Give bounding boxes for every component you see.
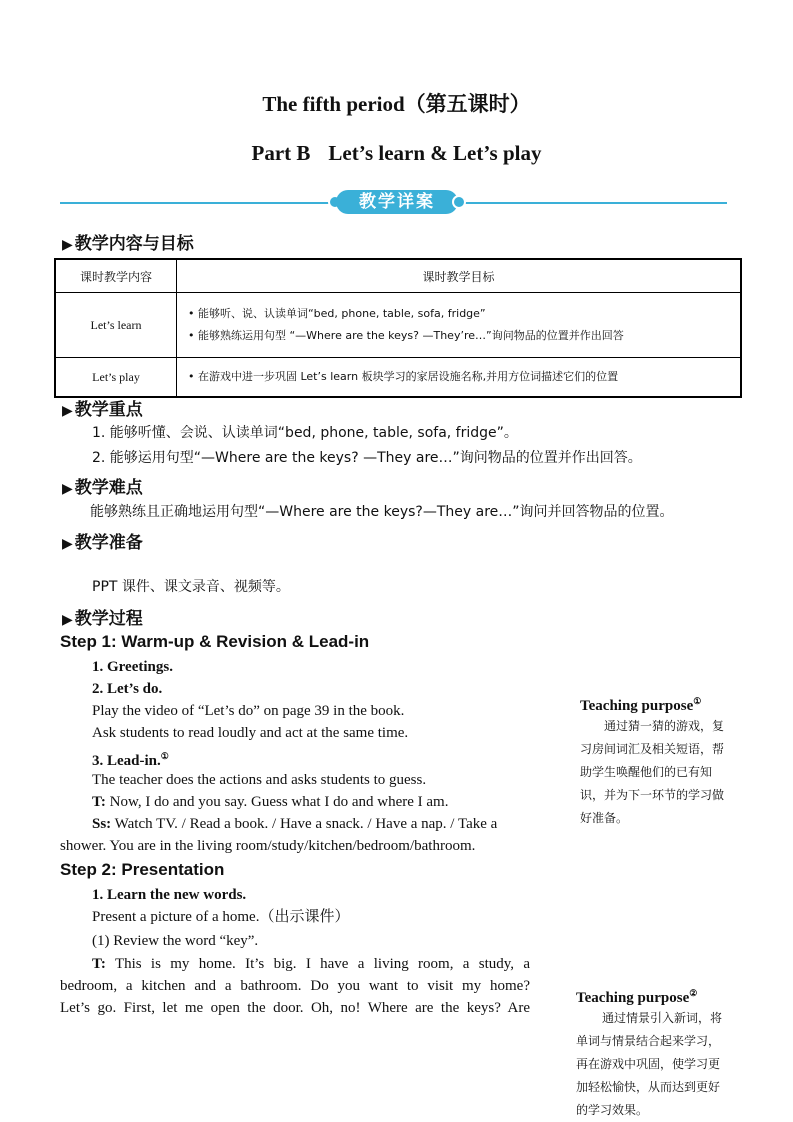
goal-item: • 在游戏中进一步巩固 Let’s learn 板块学习的家居设施名称,并用方位词描述它们的位置 (188, 370, 619, 383)
triangle-icon: ▶ (62, 536, 73, 552)
side-note-line: 识，并为下一环节的学习做 (580, 788, 725, 802)
step2-line1: Present a picture of a home.（出示课件） (92, 909, 350, 925)
step2-line2: (1) Review the word “key”. (92, 933, 259, 949)
table-cell-content: Let’s learn (55, 293, 177, 358)
triangle-icon: ▶ (62, 237, 73, 253)
banner-label: 教学详案 (336, 190, 458, 214)
objectives-table (54, 258, 742, 398)
triangle-icon: ▶ (62, 403, 73, 419)
side-note-line: 再在游戏中巩固，使学习更 (576, 1057, 721, 1071)
prep-text: PPT 课件、课文录音、视频等。 (92, 579, 290, 595)
side-note-title (576, 988, 750, 1007)
teaching-purpose-note-1 (580, 696, 750, 830)
section-heading-prep (62, 528, 143, 553)
speaker-text: This is my home. It’s big. I have a living room, a study, a (114, 956, 530, 972)
section-heading-text: 教学过程 (74, 609, 143, 629)
side-note-title (580, 696, 750, 715)
section-heading-key (62, 395, 143, 420)
footnote-marker: ① (160, 751, 169, 761)
table-row (55, 293, 741, 358)
speaker-label: T: (92, 794, 106, 810)
step2-item1: 1. Learn the new words. (92, 887, 247, 903)
speaker-label: T: (92, 956, 106, 972)
step1-title: Step 1: Warm-up & Revision & Lead-in (60, 632, 370, 651)
step2-teacher-line-cont: Let’s go. First, let me open the door. Oh, no! Where are the keys? Are (60, 1000, 530, 1016)
footnote-marker: ① (693, 696, 702, 706)
triangle-icon: ▶ (62, 612, 73, 628)
table-row (55, 358, 741, 398)
section-heading-text: 教学准备 (74, 533, 143, 553)
page-title: The fifth period（第五课时） (262, 92, 531, 116)
table-cell-goals (177, 358, 742, 398)
step1-line2: Ask students to read loudly and act at the same time. (92, 725, 409, 741)
footnote-marker: ② (689, 988, 698, 998)
section-heading-content (62, 229, 194, 254)
step2-teacher-line (92, 953, 530, 975)
goal-item: • 能够听、说、认读单词“bed, phone, table, sofa, fridge” (188, 307, 486, 320)
side-note-line: 助学生唤醒他们的已有知 (580, 765, 713, 779)
banner-line-right (465, 202, 727, 204)
side-note-line: 单词与情景结合起来学习， (576, 1034, 721, 1048)
table-header-row (55, 259, 741, 293)
section-heading-process (62, 604, 143, 629)
key-point-1: 1. 能够听懂、会说、认读单词“bed, phone, table, sofa, fridge”。 (92, 425, 518, 441)
banner-line-left (60, 202, 330, 204)
section-heading-difficult (62, 473, 143, 498)
step1-item2: 2. Let’s do. (92, 681, 163, 697)
side-note-title-text: Teaching purpose (580, 698, 694, 714)
goal-item: • 能够熟练运用句型 “—Where are the keys? —They’re…”询问物品的位置并作出回答 (188, 329, 624, 342)
speaker-label: Ss: (92, 816, 112, 832)
section-heading-text: 教学内容与目标 (74, 234, 194, 254)
step2-teacher-line-cont: bedroom, a kitchen and a bathroom. Do you want to visit my home? (60, 978, 530, 994)
table-cell-content: Let’s play (55, 358, 177, 398)
subtitle-rest: Let’s learn & Let’s play (328, 141, 542, 165)
step1-item3-text: 3. Lead-in. (92, 753, 161, 769)
side-note-line: 加轻松愉快，从而达到更好 (576, 1080, 721, 1094)
banner-dot-right (452, 195, 466, 209)
page-subtitle (0, 141, 793, 166)
side-note-line: 通过情景引入新词，将 (602, 1011, 723, 1025)
step1-line1: Play the video of “Let’s do” on page 39 in the book. (92, 703, 405, 719)
speaker-text: Watch TV. / Read a book. / Have a snack. / Have a nap. / Take a (114, 816, 498, 832)
side-note-line: 习房间词汇及相关短语，帮 (580, 742, 725, 756)
table-cell-goals (177, 293, 742, 358)
key-point-2: 2. 能够运用句型“—Where are the keys? —They are…”询问物品的位置并作出回答。 (92, 450, 642, 466)
step1-item3 (92, 745, 169, 772)
step1-line3: The teacher does the actions and asks students to guess. (92, 772, 427, 788)
step1-item1: 1. Greetings. (92, 659, 173, 675)
difficult-point: 能够熟练且正确地运用句型“—Where are the keys?—They are…”询问并回答物品的位置。 (90, 504, 674, 520)
table-header-cell: 课时教学目标 (177, 259, 742, 293)
step1-teacher-line (92, 791, 448, 813)
triangle-icon: ▶ (62, 481, 73, 497)
speaker-text: Now, I do and you say. Guess what I do and where I am. (109, 794, 449, 810)
side-note-line: 好准备。 (580, 811, 629, 825)
side-note-line: 的学习效果。 (576, 1103, 649, 1117)
side-note-line: 通过猜一猜的游戏，复 (604, 719, 725, 733)
side-note-title-text: Teaching purpose (576, 990, 690, 1006)
section-banner (326, 188, 468, 216)
section-heading-text: 教学难点 (74, 478, 143, 498)
section-heading-text: 教学重点 (74, 400, 143, 420)
teaching-purpose-note-2 (576, 988, 750, 1122)
step1-students-line (92, 813, 532, 835)
step2-title: Step 2: Presentation (60, 860, 225, 879)
step1-students-line-cont: shower. You are in the living room/study/kitchen/bedroom/bathroom. (60, 838, 476, 854)
table-header-cell: 课时教学内容 (55, 259, 177, 293)
subtitle-part: Part B (251, 141, 311, 165)
